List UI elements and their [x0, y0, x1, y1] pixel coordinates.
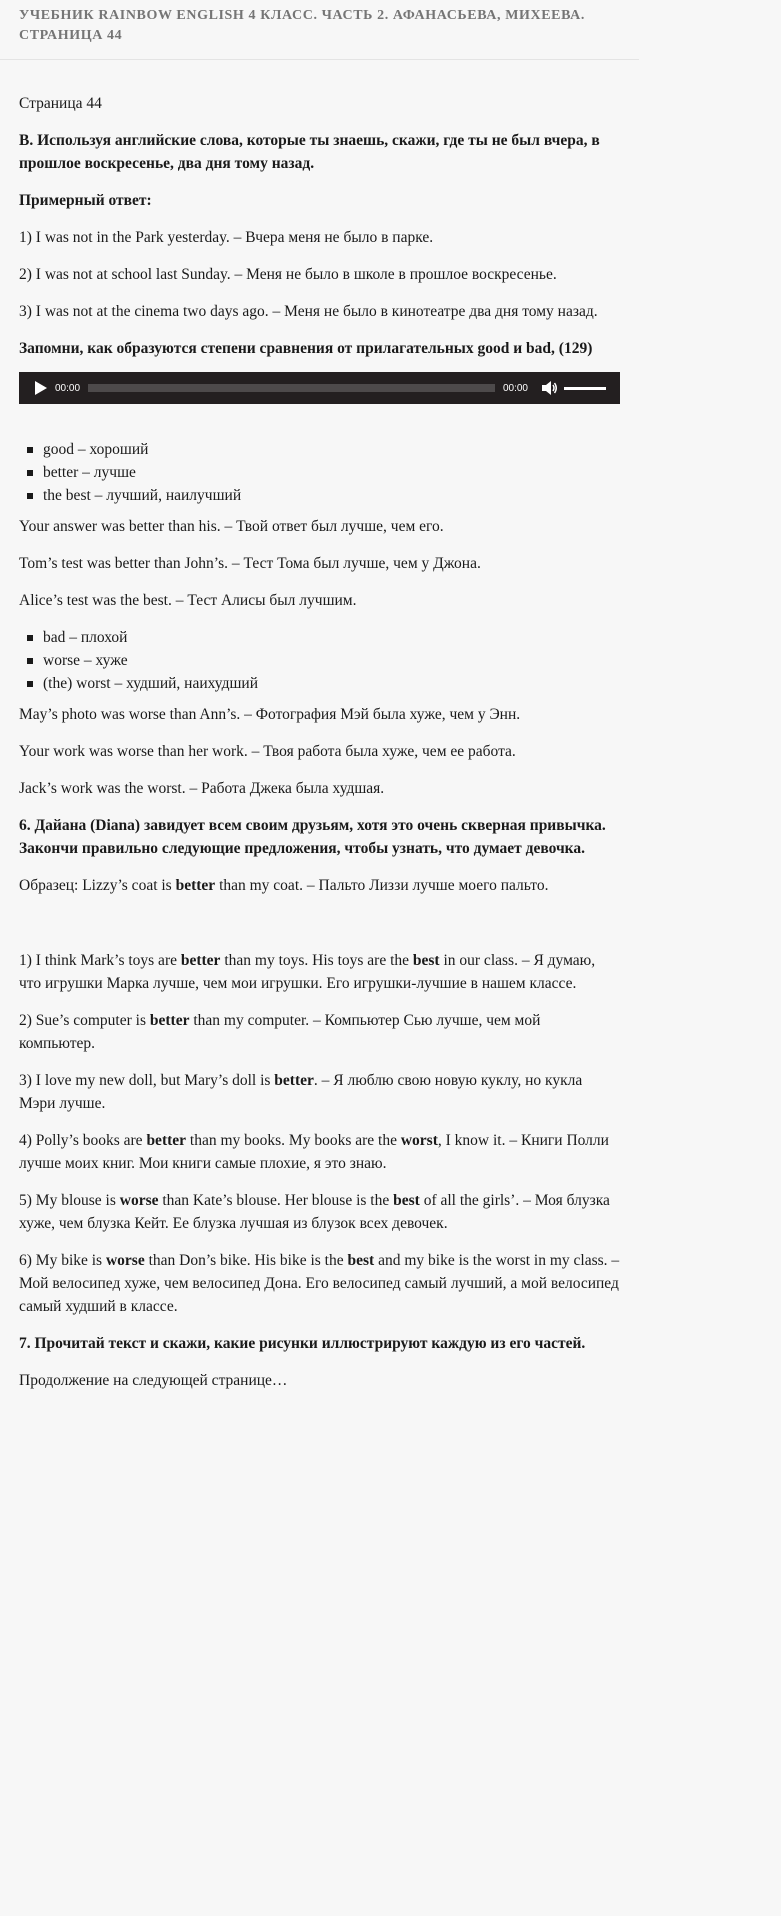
- exercise-item: 1) I think Mark’s toys are better than my toys. His toys are the best in our class. – Я думаю, что игрушки Марка лучше, чем мои игрушки. Его игрушки-лучшие в нашем классе.: [19, 952, 596, 992]
- exercise-item: 5) My blouse is worse than Kate’s blouse. Her blouse is the best of all the girls’. – Моя блузка хуже, чем блузка Кейт. Ее блузка лучшая из блузок всех девочек.: [19, 1192, 610, 1232]
- example-sentence: Your answer was better than his. – Твой ответ был лучше, чем его.: [19, 518, 444, 535]
- example-sentence: Jack’s work was the worst. – Работа Джека была худшая.: [19, 780, 385, 797]
- bullet: [27, 447, 33, 453]
- list-item: bad – плохой: [25, 626, 620, 649]
- volume-slider[interactable]: [564, 387, 606, 390]
- example-sentence: Tom’s test was better than John’s. – Тест Тома был лучше, чем у Джона.: [19, 555, 481, 572]
- answer-item: 2) I was not at school last Sunday. – Меня не было в школе в прошлое воскресенье.: [19, 266, 557, 283]
- page-title: УЧЕБНИК RAINBOW ENGLISH 4 КЛАСС. ЧАСТЬ 2. АФАНАСЬЕВА, МИХЕЕВА. СТРАНИЦА 44: [19, 8, 585, 43]
- duration-time: 00:00: [502, 382, 528, 394]
- example-sentence: Your work was worse than her work. – Твоя работа была хуже, чем ее работа.: [19, 743, 516, 760]
- sample-sentence: Образец: Lizzy’s coat is better than my coat. – Пальто Лиззи лучше моего пальто.: [19, 877, 549, 894]
- list-item: good – хороший: [25, 438, 620, 461]
- play-button[interactable]: [33, 380, 47, 396]
- page-number-label: Страница 44: [19, 95, 102, 112]
- task-b-heading: B. Используя английские слова, которые ты знаешь, скажи, где ты не был вчера, в прошлое воскресенье, два дня тому назад.: [19, 132, 600, 172]
- page-header: [0, 0, 639, 60]
- bullet: [27, 635, 33, 641]
- progress-track[interactable]: [88, 384, 495, 392]
- volume-icon[interactable]: [542, 381, 558, 395]
- exercise-item: 2) Sue’s computer is better than my computer. – Компьютер Сью лучше, чем мой компьютер.: [19, 1012, 541, 1052]
- exercise-item: 3) I love my new doll, but Mary’s doll is better. – Я люблю свою новую куклу, но кукла Мэри лучше.: [19, 1072, 583, 1112]
- bad-forms-list: [19, 626, 620, 695]
- remember-heading: Запомни, как образуются степени сравнения от прилагательных good и bad, (129): [19, 340, 593, 357]
- list-item: worse – хуже: [25, 649, 620, 672]
- audio-player: [19, 372, 620, 404]
- task-6-heading: 6. Дайана (Diana) завидует всем своим друзьям, хотя это очень скверная привычка. Закончи правильно следующие предложения, чтобы узнать, что думает девочка.: [19, 817, 606, 857]
- good-forms-list: [19, 438, 620, 507]
- sample-answer-label: Примерный ответ:: [19, 192, 152, 209]
- list-item: the best – лучший, наилучший: [25, 484, 620, 507]
- answer-item: 1) I was not in the Park yesterday. – Вчера меня не было в парке.: [19, 229, 434, 246]
- task-7-heading: 7. Прочитай текст и скажи, какие рисунки иллюстрируют каждую из его частей.: [19, 1335, 586, 1352]
- list-item: better – лучше: [25, 461, 620, 484]
- answer-item: 3) I was not at the cinema two days ago. – Меня не было в кинотеатре два дня тому назад.: [19, 303, 598, 320]
- exercise-item: 4) Polly’s books are better than my books. My books are the worst, I know it. – Книги Полли лучше моих книг. Мои книги самые плохие, я это знаю.: [19, 1132, 609, 1172]
- bullet: [27, 493, 33, 499]
- example-sentence: May’s photo was worse than Ann’s. – Фотография Мэй была хуже, чем у Энн.: [19, 706, 521, 723]
- continue-link[interactable]: Продолжение на следующей странице…: [19, 1372, 288, 1389]
- current-time: 00:00: [55, 382, 81, 394]
- play-icon: [35, 381, 47, 395]
- example-sentence: Alice’s test was the best. – Тест Алисы был лучшим.: [19, 592, 357, 609]
- article-content: [0, 60, 639, 1392]
- exercise-item: 6) My bike is worse than Don’s bike. His bike is the best and my bike is the worst in my class. – Мой велосипед хуже, чем велосипед Дона. Его велосипед самый лучший, а мой велосипед самый худший в классе.: [19, 1252, 620, 1315]
- bullet: [27, 470, 33, 476]
- list-item: (the) worst – худший, наихудший: [25, 672, 620, 695]
- bullet: [27, 681, 33, 687]
- bullet: [27, 658, 33, 664]
